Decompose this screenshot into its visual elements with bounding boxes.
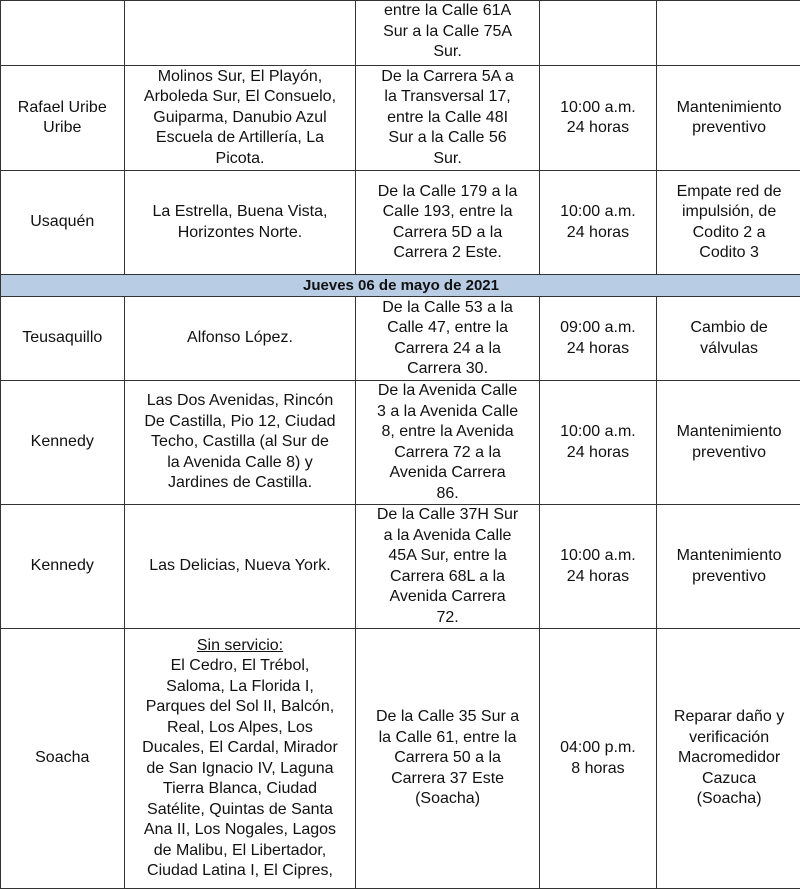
sector-cell <box>356 297 539 381</box>
neighborhood-line: El Cedro, El Trébol, <box>127 656 354 677</box>
neighborhood-line: Picota. <box>127 149 354 170</box>
locality-cell <box>1 505 125 629</box>
schedule-cell <box>539 505 656 629</box>
sector-cell <box>356 66 539 171</box>
sector-line: Calle 193, entre la <box>358 202 536 223</box>
activity-cell <box>657 1 800 66</box>
sector-line: Carrera 37 Este <box>358 769 536 790</box>
neighborhoods-cell <box>124 171 356 275</box>
duration: 24 horas <box>542 443 654 464</box>
neighborhood-line: La Estrella, Buena Vista, <box>127 202 354 223</box>
neighborhood-line: Techo, Castilla (al Sur de <box>127 432 354 453</box>
neighborhood-line: de San Ignacio IV, Laguna <box>127 759 354 780</box>
sector-line: Carrera 30. <box>358 359 536 380</box>
locality-line: Soacha <box>3 748 122 769</box>
sector-line: Sur a la Calle 56 <box>358 128 536 149</box>
sector-cell <box>356 505 539 629</box>
neighborhood-line: de Malibu, El Libertador, <box>127 841 354 862</box>
neighborhood-line: Las Delicias, Nueva York. <box>127 556 354 577</box>
schedule-cell <box>539 1 656 66</box>
table-row <box>1 297 800 381</box>
activity-cell <box>657 629 800 889</box>
activity-cell <box>657 297 800 381</box>
schedule-cell <box>539 629 656 889</box>
sector-line: entre la Calle 48I <box>358 108 536 129</box>
sector-line: Calle 47, entre la <box>358 318 536 339</box>
duration: 24 horas <box>542 567 654 588</box>
sector-line: 45A Sur, entre la <box>358 546 536 567</box>
sector-line: la Calle 61, entre la <box>358 728 536 749</box>
locality-cell <box>1 381 125 505</box>
activity-line: Mantenimiento <box>659 98 799 119</box>
locality-line: Usaquén <box>3 212 122 233</box>
activity-line: verificación <box>659 728 799 749</box>
sector-line: la Transversal 17, <box>358 87 536 108</box>
neighborhood-line: Guiparma, Danubio Azul <box>127 108 354 129</box>
schedule-cell <box>539 66 656 171</box>
activity-line: Cambio de <box>659 318 799 339</box>
activity-line: preventivo <box>659 118 799 139</box>
locality-line: Rafael Uribe <box>3 98 122 119</box>
sector-cell <box>356 381 539 505</box>
start-time: 09:00 a.m. <box>542 318 654 339</box>
duration: 8 horas <box>542 759 654 780</box>
neighborhood-line: Saloma, La Florida I, <box>127 677 354 698</box>
sector-cell <box>356 171 539 275</box>
sector-line: Sur. <box>358 42 536 63</box>
activity-line: Codito 3 <box>659 243 799 264</box>
activity-line: preventivo <box>659 443 799 464</box>
sector-line: Avenida Carrera <box>358 463 536 484</box>
sector-line: Carrera 50 a la <box>358 748 536 769</box>
sector-line: De la Calle 53 a la <box>358 298 536 319</box>
locality-line: Uribe <box>3 118 122 139</box>
sector-line: 8, entre la Avenida <box>358 422 536 443</box>
schedule-cell <box>539 171 656 275</box>
activity-line: preventivo <box>659 567 799 588</box>
sector-line: Sur a la Calle 75A <box>358 22 536 43</box>
sector-line: Carrera 72 a la <box>358 443 536 464</box>
neighborhood-line: Molinos Sur, El Playón, <box>127 67 354 88</box>
sector-line: De la Calle 179 a la <box>358 182 536 203</box>
sector-line: Avenida Carrera <box>358 587 536 608</box>
schedule-cell <box>539 297 656 381</box>
activity-cell <box>657 381 800 505</box>
sector-cell <box>356 629 539 889</box>
no-service-heading: Sin servicio: <box>127 636 354 657</box>
neighborhood-line: De Castilla, Pio 12, Ciudad <box>127 412 354 433</box>
neighborhood-line: Horizontes Norte. <box>127 223 354 244</box>
activity-cell <box>657 171 800 275</box>
sector-line: Sur. <box>358 149 536 170</box>
neighborhood-line: Ducales, El Cardal, Mirador <box>127 738 354 759</box>
sector-cell <box>356 1 539 66</box>
start-time: 10:00 a.m. <box>542 546 654 567</box>
sector-line: Carrera 68L a la <box>358 567 536 588</box>
neighborhoods-cell <box>124 1 356 66</box>
neighborhood-line: Parques del Sol II, Balcón, <box>127 697 354 718</box>
start-time: 10:00 a.m. <box>542 98 654 119</box>
neighborhood-line: Real, Los Alpes, Los <box>127 718 354 739</box>
activity-line: Mantenimiento <box>659 546 799 567</box>
neighborhoods-cell <box>124 505 356 629</box>
neighborhoods-cell <box>124 629 356 889</box>
neighborhood-line: Tierra Blanca, Ciudad <box>127 779 354 800</box>
sector-line: De la Calle 35 Sur a <box>358 707 536 728</box>
neighborhood-line: Ana II, Los Nogales, Lagos <box>127 820 354 841</box>
date-header: Jueves 06 de mayo de 2021 <box>1 275 800 297</box>
sector-line: De la Carrera 5A a <box>358 67 536 88</box>
sector-line: Carrera 24 a la <box>358 339 536 360</box>
duration: 24 horas <box>542 118 654 139</box>
activity-cell <box>657 66 800 171</box>
locality-cell <box>1 1 125 66</box>
neighborhood-line: Alfonso López. <box>127 328 354 349</box>
locality-line: Teusaquillo <box>3 328 122 349</box>
activity-line: Codito 2 a <box>659 223 799 244</box>
sector-line: entre la Calle 61A <box>358 1 536 22</box>
locality-cell <box>1 629 125 889</box>
schedule-cell <box>539 381 656 505</box>
neighborhood-line: Arboleda Sur, El Consuelo, <box>127 87 354 108</box>
activity-line: Macromedidor <box>659 748 799 769</box>
activity-cell <box>657 505 800 629</box>
sector-line: 3 a la Avenida Calle <box>358 402 536 423</box>
locality-cell <box>1 297 125 381</box>
neighborhoods-cell <box>124 381 356 505</box>
activity-line: (Soacha) <box>659 789 799 810</box>
activity-line: Cazuca <box>659 769 799 790</box>
table-row <box>1 629 800 889</box>
sector-line: a la Avenida Calle <box>358 526 536 547</box>
locality-line: Kennedy <box>3 556 122 577</box>
sector-line: De la Avenida Calle <box>358 381 536 402</box>
sector-line: De la Calle 37H Sur <box>358 505 536 526</box>
sector-line: (Soacha) <box>358 789 536 810</box>
table-row <box>1 381 800 505</box>
neighborhoods-cell <box>124 66 356 171</box>
neighborhoods-cell <box>124 297 356 381</box>
neighborhood-line: Escuela de Artillería, La <box>127 128 354 149</box>
start-time: 10:00 a.m. <box>542 422 654 443</box>
neighborhood-line: la Avenida Calle 8) y <box>127 453 354 474</box>
start-time: 10:00 a.m. <box>542 202 654 223</box>
table-row <box>1 505 800 629</box>
duration: 24 horas <box>542 339 654 360</box>
locality-cell <box>1 171 125 275</box>
sector-line: 72. <box>358 608 536 629</box>
date-header-row <box>1 275 800 297</box>
table-row <box>1 171 800 275</box>
activity-line: impulsión, de <box>659 202 799 223</box>
neighborhood-line: Las Dos Avenidas, Rincón <box>127 391 354 412</box>
activity-line: Mantenimiento <box>659 422 799 443</box>
duration: 24 horas <box>542 223 654 244</box>
sector-line: Carrera 5D a la <box>358 223 536 244</box>
sector-line: 86. <box>358 484 536 505</box>
table-row <box>1 1 800 66</box>
activity-line: válvulas <box>659 339 799 360</box>
neighborhood-line: Ciudad Latina I, El Cipres, <box>127 861 354 882</box>
neighborhood-line: Satélite, Quintas de Santa <box>127 800 354 821</box>
locality-cell <box>1 66 125 171</box>
activity-line: Empate red de <box>659 182 799 203</box>
neighborhood-line: Jardines de Castilla. <box>127 473 354 494</box>
table-row <box>1 66 800 171</box>
activity-line: Reparar daño y <box>659 707 799 728</box>
start-time: 04:00 p.m. <box>542 738 654 759</box>
locality-line: Kennedy <box>3 432 122 453</box>
sector-line: Carrera 2 Este. <box>358 243 536 264</box>
